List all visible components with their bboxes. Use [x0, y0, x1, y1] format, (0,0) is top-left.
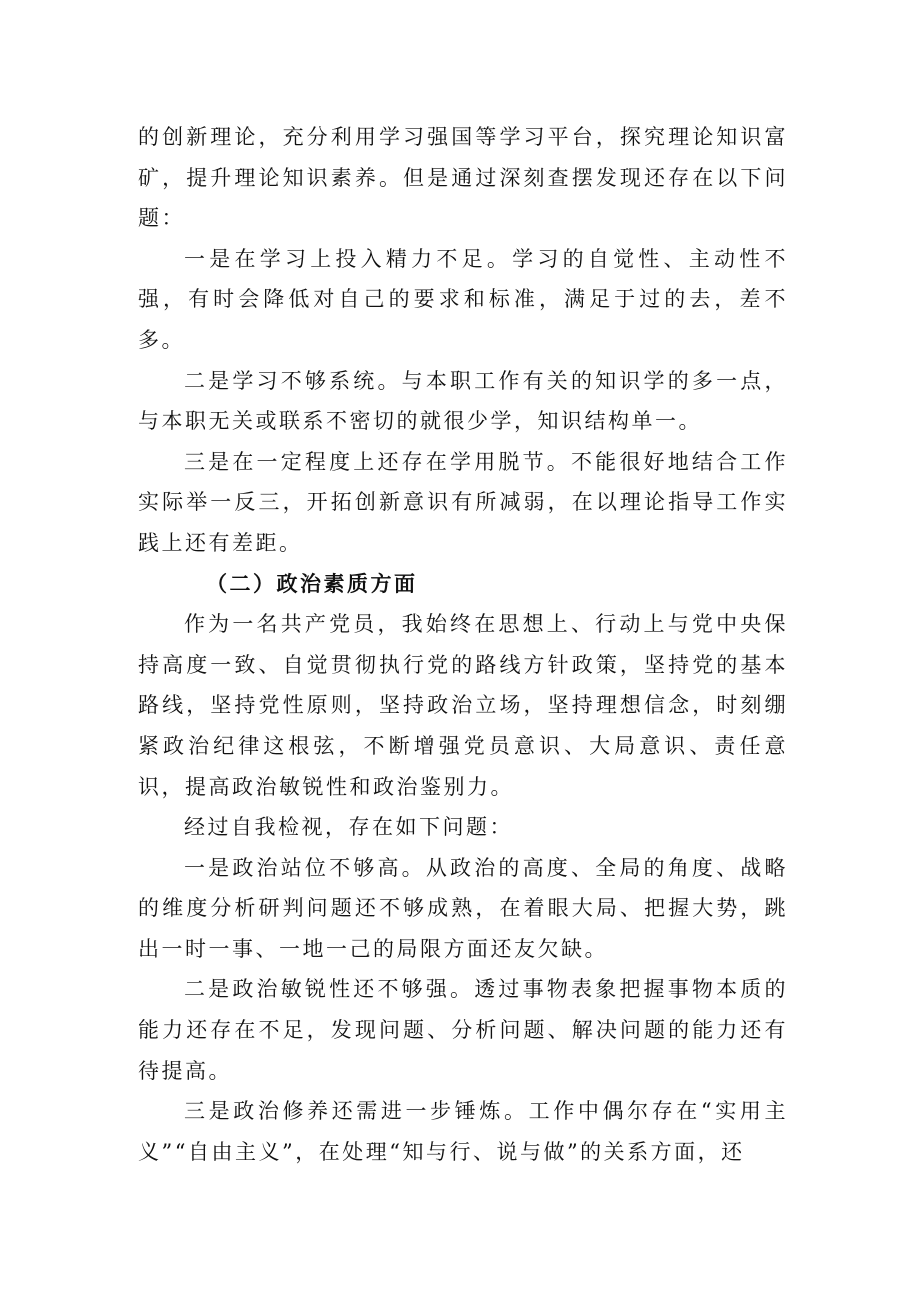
paragraph-study-issue-1: 一是在学习上投入精力不足。学习的自觉性、主动性不强，有时会降低对自己的要求和标准，满足于过的去，差不多。 [138, 246, 788, 352]
paragraph-self-review-intro: 经过自我检视，存在如下问题： [184, 815, 513, 840]
paragraph-political-issue-1: 一是政治站位不够高。从政治的高度、全局的角度、战略的维度分析研判问题还不够成熟，在着眼大局、把握大势，跳出一时一事、一地一己的局限方面还友欠缺。 [138, 855, 788, 961]
paragraph-political-issue-3: 三是政治修养还需进一步锤炼。工作中偶尔存在“实用主义”“自由主义”，在处理“知与行、说与做”的关系方面，还 [138, 1099, 788, 1164]
paragraph-study-issue-2: 二是学习不够系统。与本职工作有关的知识学的多一点，与本职无关或联系不密切的就很少学，知识结构单一。 [138, 368, 788, 434]
paragraph-political-issue-2: 二是政治敏锐性还不够强。透过事物表象把握事物本质的能力还存在不足，发现问题、分析问题、解决问题的能力还有待提高。 [138, 977, 788, 1083]
document-body [138, 117, 788, 1172]
paragraph-continuation: 的创新理论，充分利用学习强国等学习平台，探究理论知识富矿，提升理论知识素养。但是通过深刻查摆发现还存在以下问题： [138, 125, 788, 231]
paragraph-study-issue-3: 三是在一定程度上还存在学用脱节。不能很好地结合工作实际举一反三，开拓创新意识有所减弱，在以理论指导工作实践上还有差距。 [138, 449, 788, 555]
paragraph-political-statement: 作为一名共产党员，我始终在思想上、行动上与党中央保持高度一致、自觉贯彻执行党的路线方针政策，坚持党的基本路线，坚持党性原则，坚持政治立场，坚持理想信念，时刻绷紧政治纪律这根弦，不断增强党员意识、大局意识、责任意识，提高政治敏锐性和政治鉴别力。 [138, 612, 788, 799]
section-heading-political-quality: （二）政治素质方面 [206, 570, 418, 596]
